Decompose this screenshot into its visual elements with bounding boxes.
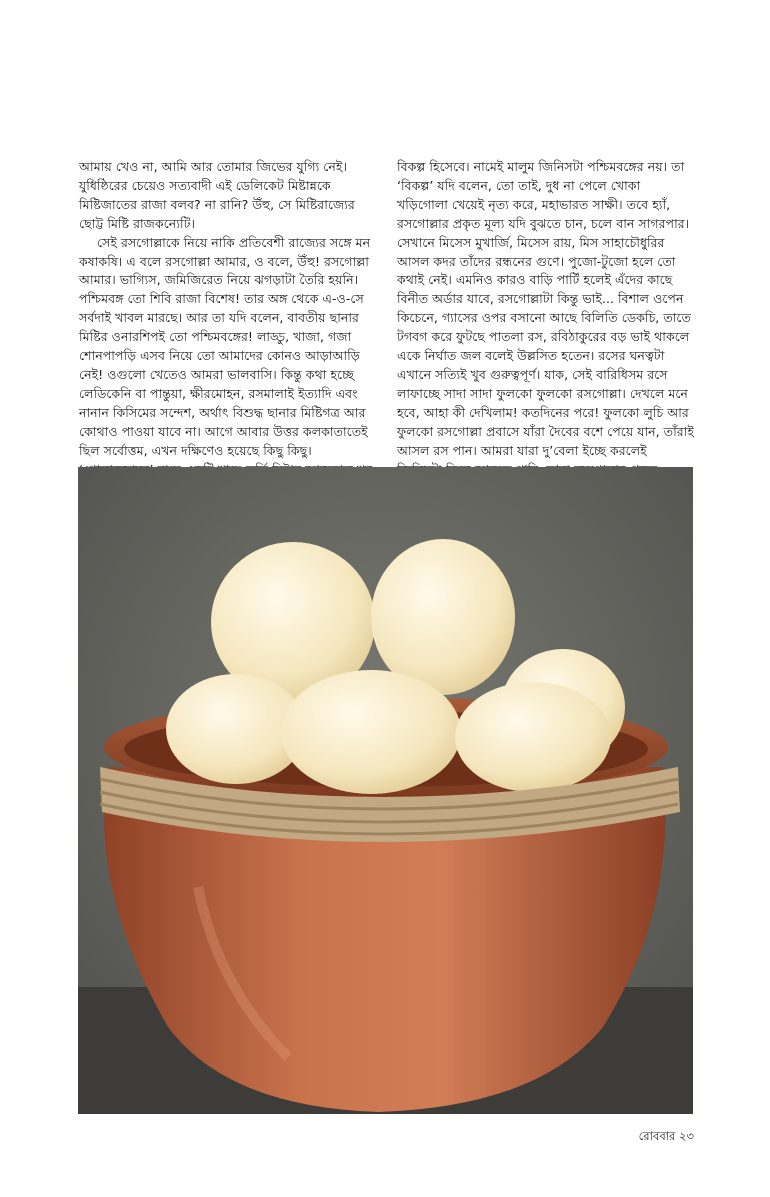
rasgulla	[371, 539, 515, 695]
article-left-column	[79, 158, 379, 498]
rasgulla	[455, 682, 611, 792]
article-paragraph: আমায় খেও না, আমি আর তোমার জিভের যুগ্যি নেই। যুধিষ্ঠিরের চেয়েও সত্যবাদী এই ডেলিকেট মিষ্টান্নকে মিষ্টিজাতের রাজা বলব? না রানি? উঁহু, সে মিষ্টিরাজ্যের ছোট্ট মিষ্টি রাজকন্যেটি।	[79, 159, 355, 231]
article-right-column	[397, 158, 695, 498]
rasgulla-photo	[78, 467, 693, 1114]
page-folio: রোববার ২৩	[638, 1129, 694, 1143]
article-paragraph: সেই রসগোল্লাকে নিয়ে নাকি প্রতিবেশী রাজ্যের সঙ্গে মন কষাকষি। এ বলে রসগোল্লা আমার, ও বলে, উঁহু! রসগোল্লা আমার। ভাগ্যিস, জমিজিরেত নিয়ে ঝগড়াটা তৈরি হয়নি। পশ্চিমবঙ্গ তো শিবি রাজা বিশেষ! তার অঙ্গ থেকে এ-ও-সে সর্বদাই খাবল মারছে। আর তা যদি বলেন, বাবতীয় ছানার মিষ্টির ওনারশিপই তো পশ্চিমবঙ্গের! লাড্ডু, খাজা, গজা শোনপাপড়ি এসব নিয়ে তো আমাদের কোনও আড়াআড়ি নেই! ওগুলো খেতেও আমরা ভালবাসি। কিন্তু কথা হচ্ছে লেডিকেনি বা পান্তুয়া, ক্ষীরমোহন, রসমালাই ইত্যাদি এবং নানান কিসিমের সন্দেশ, অর্থাৎ বিশুদ্ধ ছানার মিষ্টিগত্র আর কোথাও পাওয়া যাবে না। আগে আবার উত্তর কলকাতাতেই ছিল সর্বোত্তম, এখন দক্ষিণেও হয়েছে কিছু কিছু।	[79, 234, 371, 458]
article-paragraph: বিকল্প হিসেবে। নামেই মালুম জিনিসটা পশ্চিমবঙ্গের নয়। তা ‘বিকল্প’ যদি বলেন, তো তাই, দুধ না পেলে খোকা খড়িগোলা খেয়েই নৃত্য করে, মহাভারত সাক্ষী। তবে হ্যাঁ, রসগোল্লার প্রকৃত মূল্য যদি বুঝতে চান, চলে বান সাগরপার। সেখানে মিসেস মুখার্জি, মিসেস রায়, মিস সাহাচৌধুরির আসল কদর তাঁদের রন্ধনের গুণে। পুজো-টুজো হলে তো কথাই নেই। এমনিও কারও বাড়ি পার্টি হলেই এঁদের কাছে বিনীত অর্ডার যাবে, রসগোল্লাটা কিন্তু ভাই... বিশাল ওপেন কিচেনে, গ্যাসের ওপর বসানো আছে বিলিতি ডেকচি, তাতে টগবগ করে ফুটছে পাতলা রস, রবিঠাকুরের বড় ভাই থাকলে একে নির্ঘাত জল বলেই উল্লসিত হতেন। রসের ঘনত্বটা এখানে সত্যিই খুব গুরুত্বপূর্ণ। যাক, সেই বারিধিসম রসে লাফাচ্ছে সাদা সাদা ফুলকো ফুলকো রসগোল্লা। দেখলে মনে হবে, আহা কী দেখিলাম! কতদিনের পরে! ফুলকো লুচি আর ফুলকো রসগোল্লা প্রবাসে যাঁরা দৈবের বশে পেয়ে যান, তাঁরাই আসল রস পান। আমরা যারা দু’বেলা ইচ্ছে করলেই	[397, 159, 694, 458]
rasgulla	[281, 670, 461, 794]
